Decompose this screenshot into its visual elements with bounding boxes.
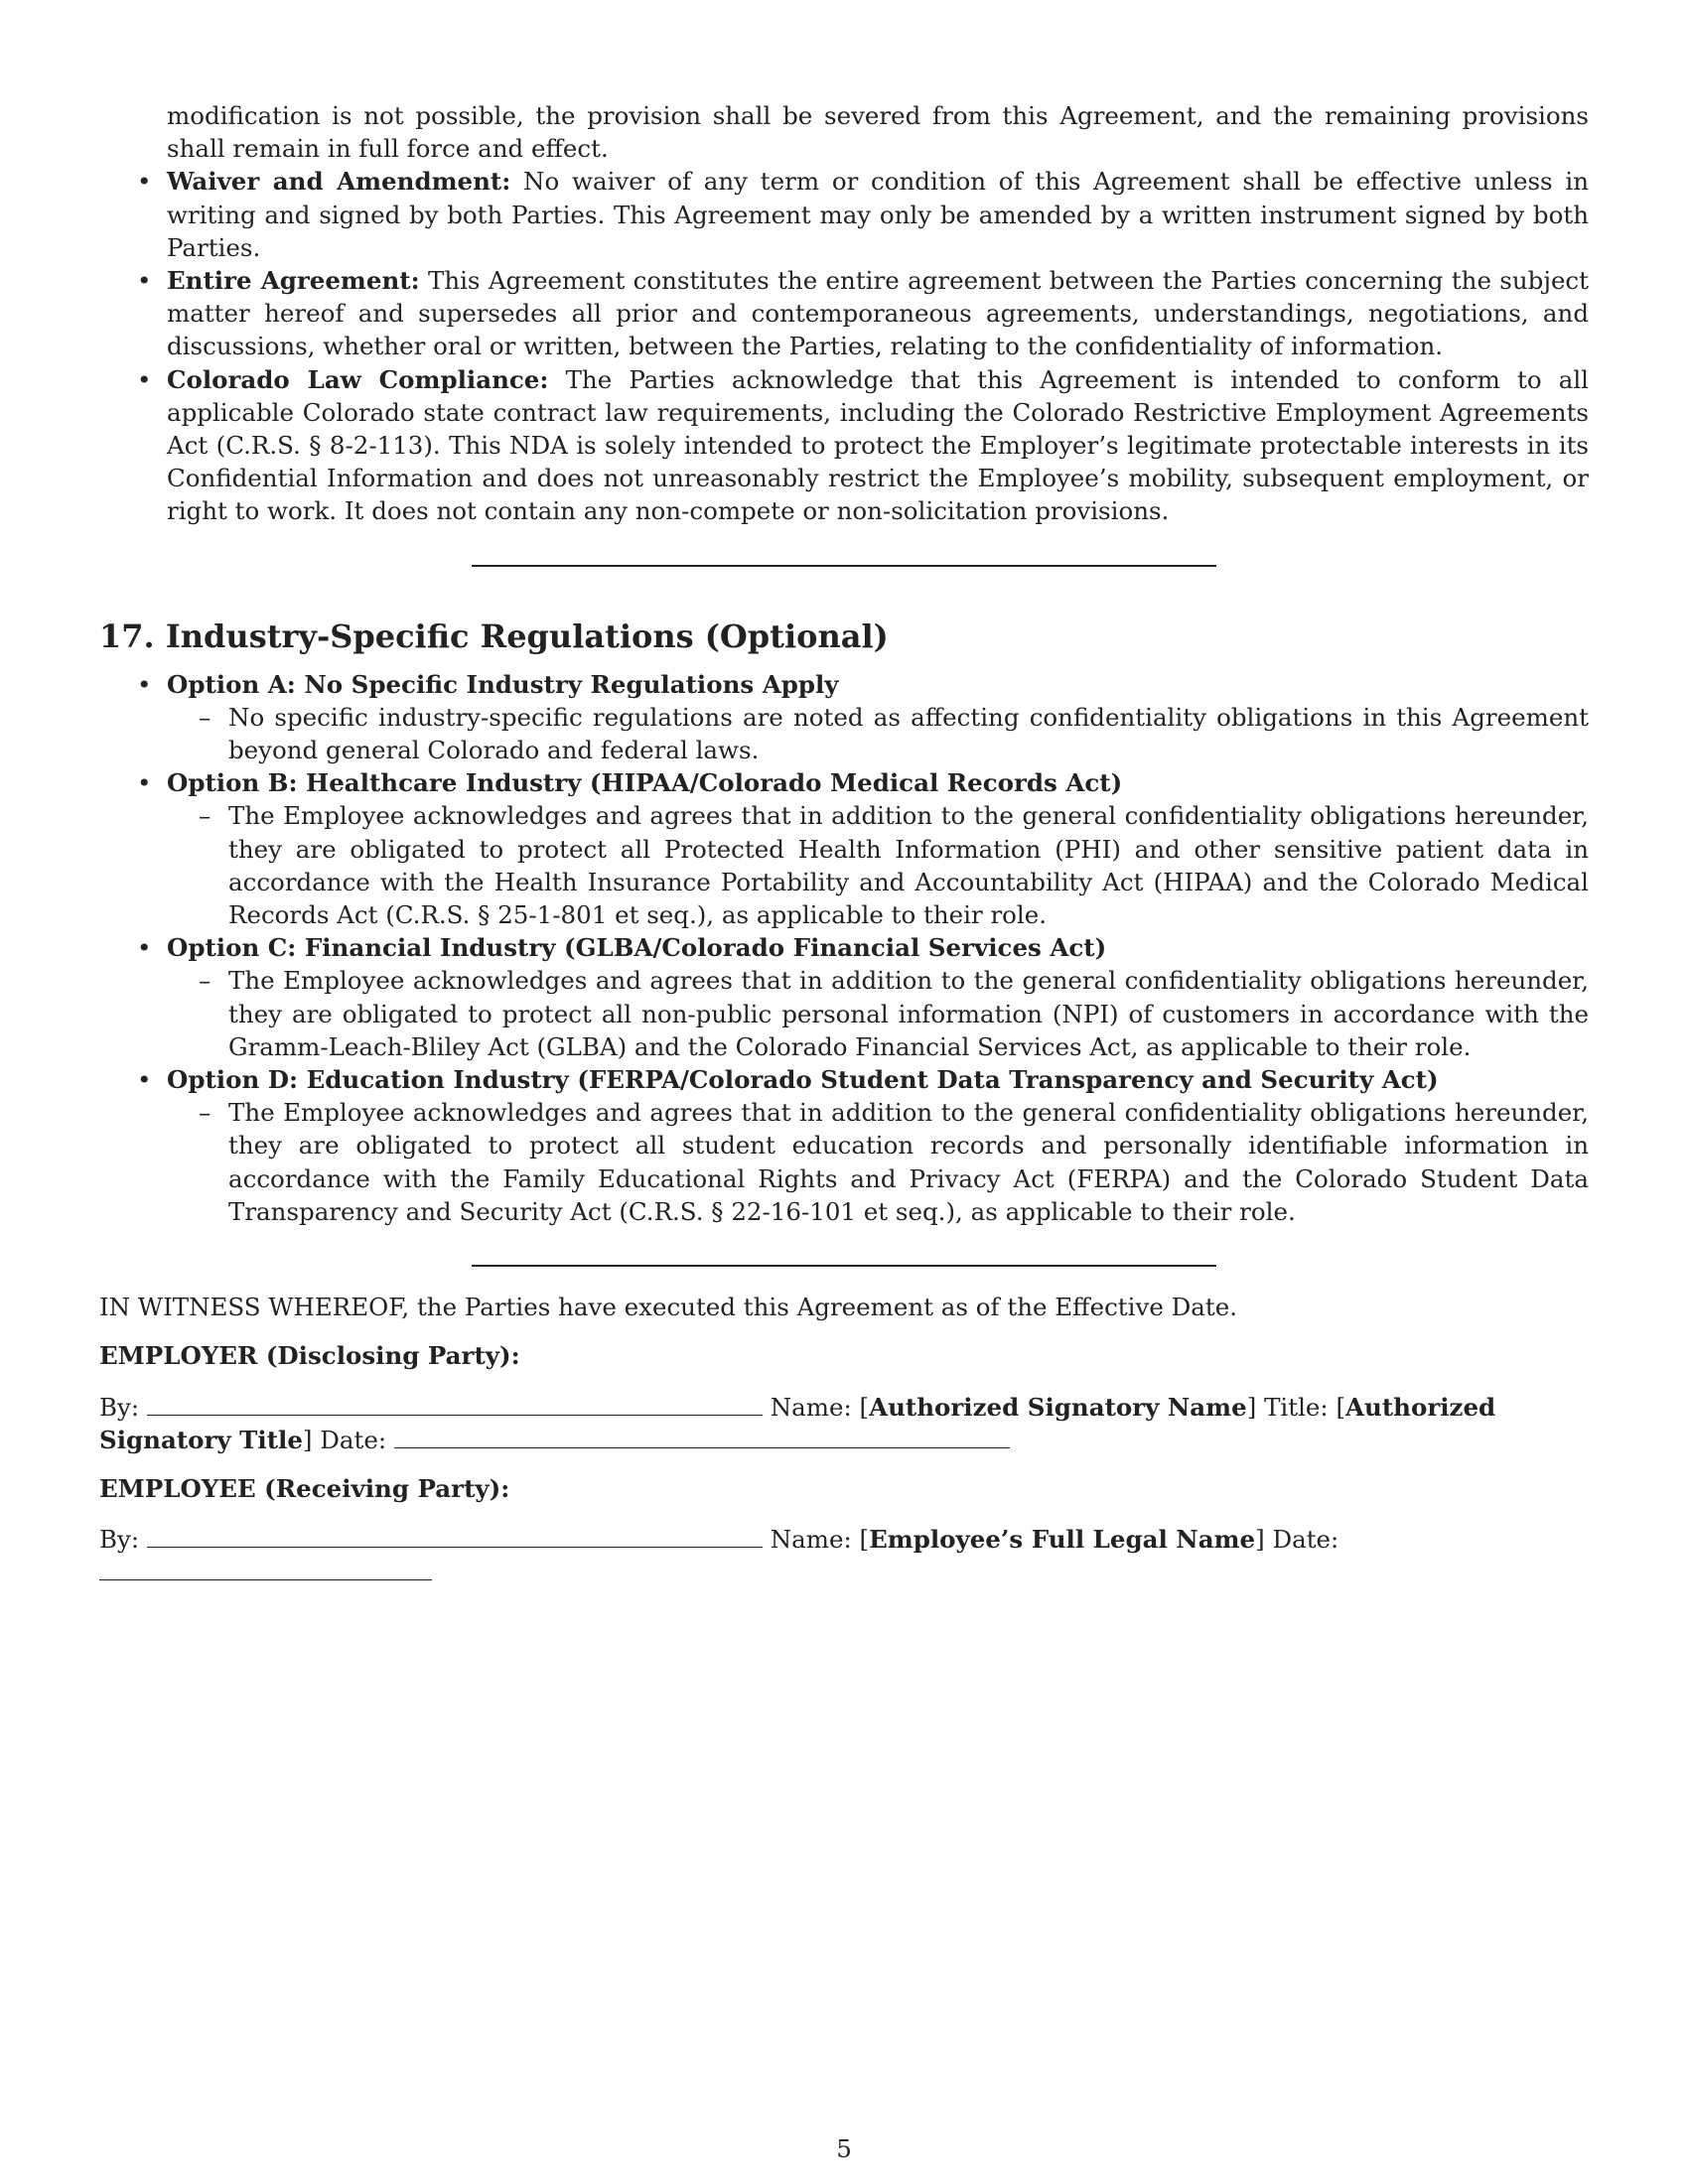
section-17-heading: 17. Industry-Specific Regulations (Optional) — [99, 616, 889, 655]
by-label: By: — [99, 1392, 140, 1422]
employer-signature-field[interactable] — [147, 1393, 763, 1416]
page-number: 5 — [836, 2134, 852, 2163]
provision-colorado-law-compliance — [167, 363, 1589, 528]
provision-text: This Agreement constitutes the entire agreement between the Parties concerning the subject matter hereof and supersedes all prior and contemporaneous agreements, understandings, negotiations, and discussions, whether oral or written, between the Parties, relating to the confidentiality of information. — [167, 266, 1590, 361]
provision-text: The Parties acknowledge that this Agreement is intended to conform to all applicable Colorado state contract law requirements, including the Colorado Restrictive Employment Agreements Act (C.R.S. § 8-2-113). This NDA is solely intended to protect the Employer’s legitimate protectable interests in its Confidential Information and does not unreasonably restrict the Employee’s mobility, subsequent employment, or right to work. It does not contain any non-compete or non-solicitation provisions. — [167, 364, 1589, 526]
name-label: Name: — [770, 1392, 852, 1422]
option-title: Option D: Education Industry (FERPA/Colorado Student Data Transparency and Security Act) — [167, 1065, 1439, 1095]
employee-name-placeholder: Employee’s Full Legal Name — [869, 1525, 1256, 1555]
by-label: By: — [99, 1525, 140, 1555]
name-label: Name: — [770, 1525, 852, 1555]
date-label: Date: — [320, 1425, 387, 1454]
industry-options-list — [99, 668, 1589, 1228]
section-divider — [472, 565, 1216, 567]
employer-date-field[interactable] — [394, 1426, 1010, 1448]
employer-signature-block: By: Name: [Authorized Signatory Name] Title: [Authorized Signatory Title] Date: — [99, 1392, 1496, 1454]
witness-statement: IN WITNESS WHEREOF, the Parties have executed this Agreement as of the Effective Date. — [99, 1293, 1237, 1322]
provision-entire-agreement — [167, 264, 1589, 363]
employer-heading: EMPLOYER (Disclosing Party): — [99, 1341, 520, 1371]
general-provisions-list — [99, 165, 1589, 527]
option-detail: – The Employee acknowledges and agrees that in addition to the general confidentiality obligations hereunder, they are obligated to protect all student education records and personally identifiable information in accordance with the Family Educational Rights and Privacy Act (FERPA) and the Colorado Student Data Transparency and Security Act (C.R.S. § 22-16-101 et seq.), as applicable to their role. — [228, 1096, 1589, 1228]
provision-text: No waiver of any term or condition of this Agreement shall be effective unless in writing and signed by both Parties. This Agreement may only be amended by a written instrument signed by both Parties. — [167, 167, 1590, 262]
provision-label: Waiver and Amendment: — [167, 167, 511, 197]
employer-name-placeholder: Authorized Signatory Name — [869, 1392, 1247, 1422]
section-divider — [472, 1265, 1216, 1267]
employee-date-field[interactable] — [99, 1558, 432, 1580]
provision-label: Entire Agreement: — [167, 266, 420, 296]
option-detail: – The Employee acknowledges and agrees that in addition to the general confidentiality obligations hereunder, they are obligated to protect all non-public personal information (NPI) of customers in accordance with the Gramm-Leach-Bliley Act (GLBA) and the Colorado Financial Services Act, as applicable to their role. — [228, 964, 1589, 1063]
option-b — [167, 766, 1589, 931]
option-detail-list — [167, 1096, 1589, 1228]
option-detail-list — [167, 799, 1589, 931]
option-title: Option A: No Specific Industry Regulations Apply — [167, 669, 839, 699]
option-detail: – The Employee acknowledges and agrees that in addition to the general confidentiality obligations hereunder, they are obligated to protect all Protected Health Information (PHI) and other sensitive patient data in accordance with the Health Insurance Portability and Accountability Act (HIPAA) and the Colorado Medical Records Act (C.R.S. § 25-1-801 et seq.), as applicable to their role. — [228, 799, 1589, 931]
title-label: Title: — [1264, 1392, 1329, 1422]
option-title: Option B: Healthcare Industry (HIPAA/Colorado Medical Records Act) — [167, 768, 1123, 798]
option-title: Option C: Financial Industry (GLBA/Colorado Financial Services Act) — [167, 933, 1107, 963]
option-detail-list — [167, 964, 1589, 1063]
employer-title-placeholder: Authorized Signatory Title — [99, 1392, 1496, 1454]
continued-provision-text: modification is not possible, the provision shall be severed from this Agreement, and the remaining provisions shall remain in full force and effect. — [167, 101, 1589, 164]
provision-label: Colorado Law Compliance: — [167, 364, 549, 394]
employee-signature-field[interactable] — [147, 1525, 763, 1548]
option-c — [167, 931, 1589, 1063]
employee-signature-block: By: Name: [Employee’s Full Legal Name] Date: — [99, 1523, 1589, 1588]
option-a — [167, 668, 1589, 767]
option-detail-list — [167, 701, 1589, 766]
option-d — [167, 1063, 1589, 1228]
option-detail: – No specific industry-specific regulations are noted as affecting confidentiality obligations in this Agreement beyond general Colorado and federal laws. — [228, 701, 1589, 766]
employee-heading: EMPLOYEE (Receiving Party): — [99, 1473, 510, 1503]
date-label: Date: — [1272, 1525, 1339, 1555]
page-content — [99, 99, 1589, 1589]
provision-waiver-amendment — [167, 165, 1589, 264]
